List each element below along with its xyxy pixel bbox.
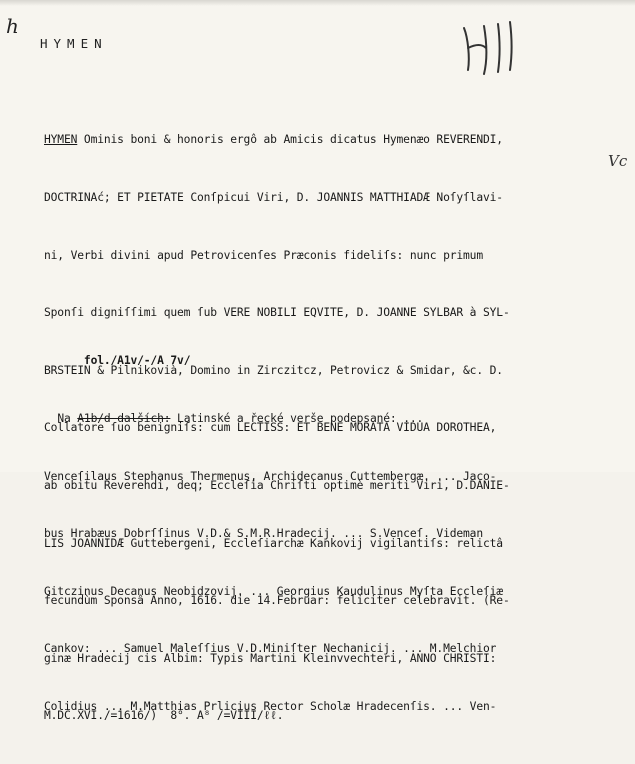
text-line: Collatore ſuo benigniſs: cum LECTISS: ET BENE MORATA VIDUA DOROTHEA, <box>44 421 497 435</box>
text-line: Colidius ... M.Matthias Prlicius Rector Scholæ Hradecenſis. ... Ven- <box>44 699 497 713</box>
text-line: bus Hrabæus Dobrſſinus V.D.& S.M.R.Hradecij. ... S.Venceſ. Videman <box>44 527 483 541</box>
text-line: Cankov: ... Samuel Maleſſius V.D.Miniſter Nechanicij. ... M.Melchior <box>44 642 497 656</box>
entry-keyword: HYMEN <box>44 133 78 147</box>
text-line: ab obitu Reverendi, deq; Eccleſia Chriſti optimè meriti Viri, D.DANIE- <box>44 478 510 492</box>
text-line: HYMEN Ominis boni & honoris ergô ab Amicis dicatus Hymenæo REVERENDI, <box>44 133 503 147</box>
text-line: ginæ Hradecij cis Albim: Typis Martini Kleinvvechteri, ANNO CHRISTI: <box>44 651 497 665</box>
text-line: M.DC.XVI./=1616/) 8°. A⁸ /=VIII/ℓℓ. <box>44 709 284 723</box>
text-line: Gitczinus Decanus Neobidzovij. ... Georgius Kaudulinus Myſta Eccleſiæ <box>44 584 503 598</box>
card-heading: HYMEN <box>40 36 108 51</box>
margin-note: Vc <box>608 152 628 170</box>
card-edge <box>0 0 635 6</box>
text-line: LIS JOANNIDÆ Guttebergeni, Eccleſiarchæ Kankovij vigilantiſs: relictâ <box>44 536 503 550</box>
handwritten-signature <box>458 18 528 87</box>
text-line: Venceſilaus Stephanus Thermenus, Archidecanus Cuttembergæ. ... Jaco- <box>44 469 497 483</box>
struck-text: A1b/d dalších: <box>77 412 171 425</box>
text-line <box>44 351 624 370</box>
folio-reference: fol./A1v/-/A 7v/ <box>83 354 191 368</box>
signature-icon <box>458 18 528 78</box>
verses-text <box>44 313 624 755</box>
corner-mark: h <box>6 14 19 38</box>
text-line: Sponſi digniſſimi quem ſub VERE NOBILI EQVITE, D. JOANNE SYLBAR à SYL- <box>44 306 510 320</box>
text-line: ni, Verbi divini apud Petrovicenſes Præconis fideliſs: nunc primum <box>44 248 483 262</box>
text-line: BRSTEIN & Pilnikovià, Domino in Zirczitcz, Petrovicz & Smidar, &c. D. <box>44 363 503 377</box>
text-line: fecundùm Sponsâ Anno, 1616. die 14.Februar: feliciter celebravit. (Re- <box>44 594 510 608</box>
text-line: Na A1b/d dalších: Latinské a řecké verše podepsané: ... <box>57 412 424 425</box>
text-line: DOCTRINAć; ET PIETATE Conſpicui Viri, D. JOANNIS MATTHIADÆ Noſyſlavi- <box>44 191 503 204</box>
